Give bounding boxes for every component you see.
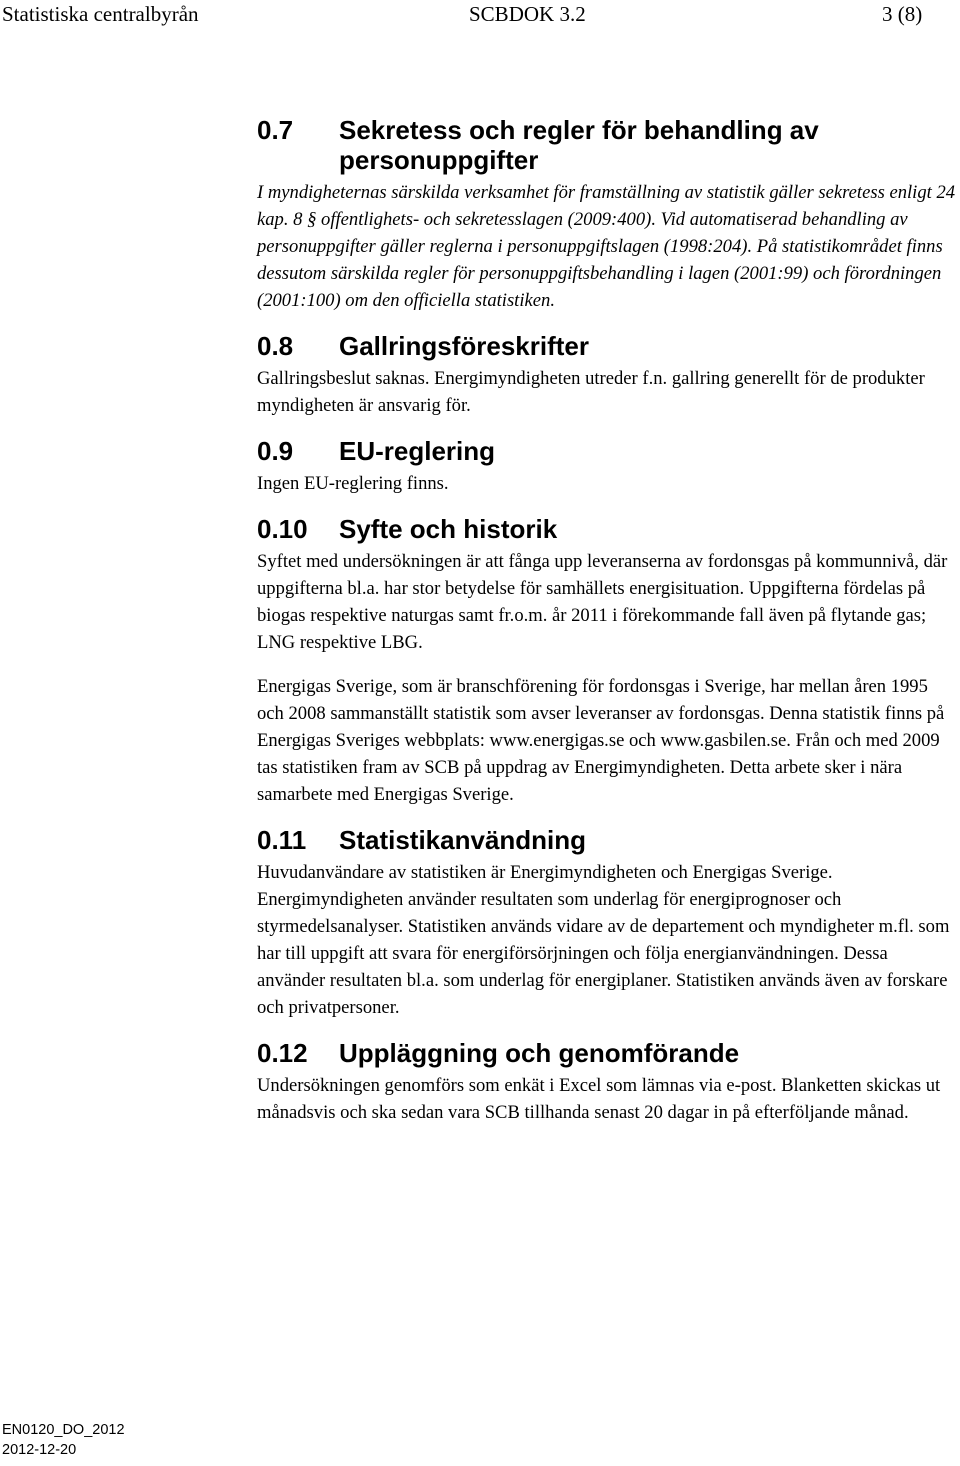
section-title: Sekretess och regler för behandling av personuppgifter	[339, 115, 819, 175]
section-heading	[257, 115, 957, 175]
footer-date: 2012-12-20	[2, 1442, 77, 1458]
section-0-7	[257, 115, 957, 314]
section-paragraph: Ingen EU-reglering finns.	[257, 473, 449, 494]
section-0-11	[257, 825, 957, 1021]
section-paragraph: Gallringsbeslut saknas. Energimyndigheten utreder f.n. gallring generellt för de produkter myndigheten är ansvarig för.	[257, 368, 925, 416]
section-0-9	[257, 436, 957, 497]
section-paragraph: Undersökningen genomförs som enkät i Excel som lämnas via e-post. Blanketten skickas ut månadsvis och ska sedan vara SCB tillhanda senast 20 dagar in på efterföljande månad.	[257, 1075, 941, 1123]
section-paragraph: Huvudanvändare av statistiken är Energimyndigheten och Energigas Sverige. Energimyndigheten använder resultaten som underlag för energiprognoser och styrmedelsanalyser. Statistiken används vidare av de departement och myndigheter m.fl. som har till uppgift att svara för energiförsörjningen och följa energianvändningen. Dessa använder resultaten bl.a. som underlag för energiplaner. Statistiken används även av forskare och privatpersoner.	[257, 862, 950, 1018]
section-number: 0.9	[257, 436, 294, 466]
section-heading	[257, 514, 957, 544]
section-paragraph: I myndigheternas särskilda verksamhet för framställning av statistik gäller sekretess enligt 24 kap. 8 § offentlighets- och sekretesslagen (2009:400). Vid automatiserad behandling av personuppgifter gäller reglerna i personuppgiftslagen (1998:204). På statistikområdet finns dessutom särskilda regler för personuppgiftsbehandling i lagen (2001:99) och förordningen (2001:100) om den officiella statistiken.	[257, 182, 956, 311]
section-paragraph: Syftet med undersökningen är att fånga upp leveranserna av fordonsgas på kommunnivå, där uppgifterna bl.a. har stor betydelse för samhällets energisituation. Uppgifterna fördelas på biogas respektive naturgas samt fr.o.m. år 2011 i förekommande fall även på flytande gas; LNG respektive LBG.	[257, 551, 948, 653]
section-number: 0.7	[257, 115, 294, 145]
section-number: 0.10	[257, 514, 308, 544]
section-0-10	[257, 514, 957, 808]
section-title: EU-reglering	[339, 436, 496, 466]
section-paragraph: Energigas Sverige, som är branschförening för fordonsgas i Sverige, har mellan åren 1995 och 2008 sammanställt statistik som avser leveranser av fordonsgas. Denna statistik finns på Energigas Sveriges webbplats: www.energigas.se och www.gasbilen.se. Från och med 2009 tas statistiken fram av SCB på uppdrag av Energimyndigheten. Detta arbete sker i nära samarbete med Energigas Sverige.	[257, 676, 945, 805]
header-organization: Statistiska centralbyrån	[2, 2, 199, 26]
document-body	[257, 115, 957, 1126]
section-number: 0.12	[257, 1038, 308, 1068]
section-title: Syfte och historik	[339, 514, 558, 544]
footer-document-code: EN0120_DO_2012	[2, 1422, 125, 1438]
section-heading	[257, 1038, 957, 1068]
header-page-number: 3 (8)	[882, 2, 923, 26]
footer	[2, 1420, 125, 1460]
section-0-8	[257, 331, 957, 419]
section-title: Gallringsföreskrifter	[339, 331, 589, 361]
section-heading	[257, 825, 957, 855]
section-title: Statistikanvändning	[339, 825, 587, 855]
section-number: 0.11	[257, 825, 307, 855]
section-0-12	[257, 1038, 957, 1126]
section-title: Uppläggning och genomförande	[339, 1038, 740, 1068]
section-number: 0.8	[257, 331, 294, 361]
section-heading	[257, 331, 957, 361]
header-document-id: SCBDOK 3.2	[469, 2, 586, 26]
section-heading	[257, 436, 957, 466]
